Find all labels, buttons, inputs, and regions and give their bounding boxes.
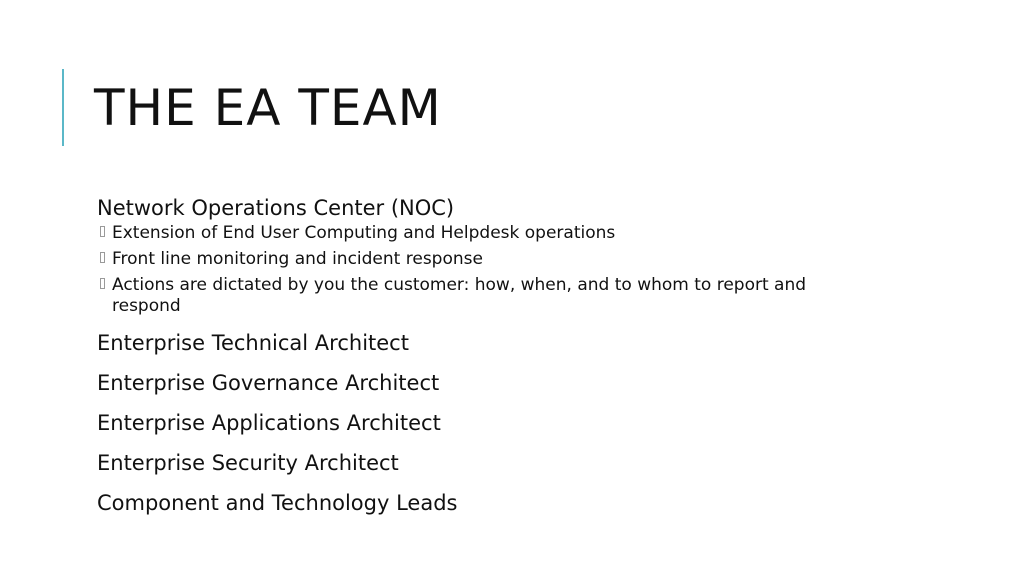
- bullet-box-icon: [100, 226, 105, 237]
- noc-bullet-item: [97, 275, 857, 317]
- slide-content: [97, 194, 877, 517]
- noc-bullet-text: Extension of End User Computing and Helpdesk operations: [112, 223, 616, 243]
- section-governance-architect: Enterprise Governance Architect: [97, 371, 440, 395]
- section-applications-architect: Enterprise Applications Architect: [97, 411, 441, 435]
- noc-bullet-text: Actions are dictated by you the customer: how, when, and to whom to report and respond: [112, 275, 807, 316]
- section-noc: Network Operations Center (NOC): [97, 196, 455, 220]
- noc-bullet-item: [97, 249, 857, 270]
- slide-title: THE EA TEAM: [94, 79, 442, 137]
- bullet-box-icon: [100, 252, 105, 263]
- title-accent-bar: [62, 69, 64, 146]
- noc-bullet-text: Front line monitoring and incident response: [112, 249, 483, 269]
- section-technical-architect: Enterprise Technical Architect: [97, 331, 409, 355]
- noc-bullet-list: [97, 223, 877, 317]
- section-security-architect: Enterprise Security Architect: [97, 451, 399, 475]
- bullet-box-icon: [100, 278, 105, 289]
- noc-bullet-item: [97, 223, 857, 244]
- section-component-technology-leads: Component and Technology Leads: [97, 491, 458, 515]
